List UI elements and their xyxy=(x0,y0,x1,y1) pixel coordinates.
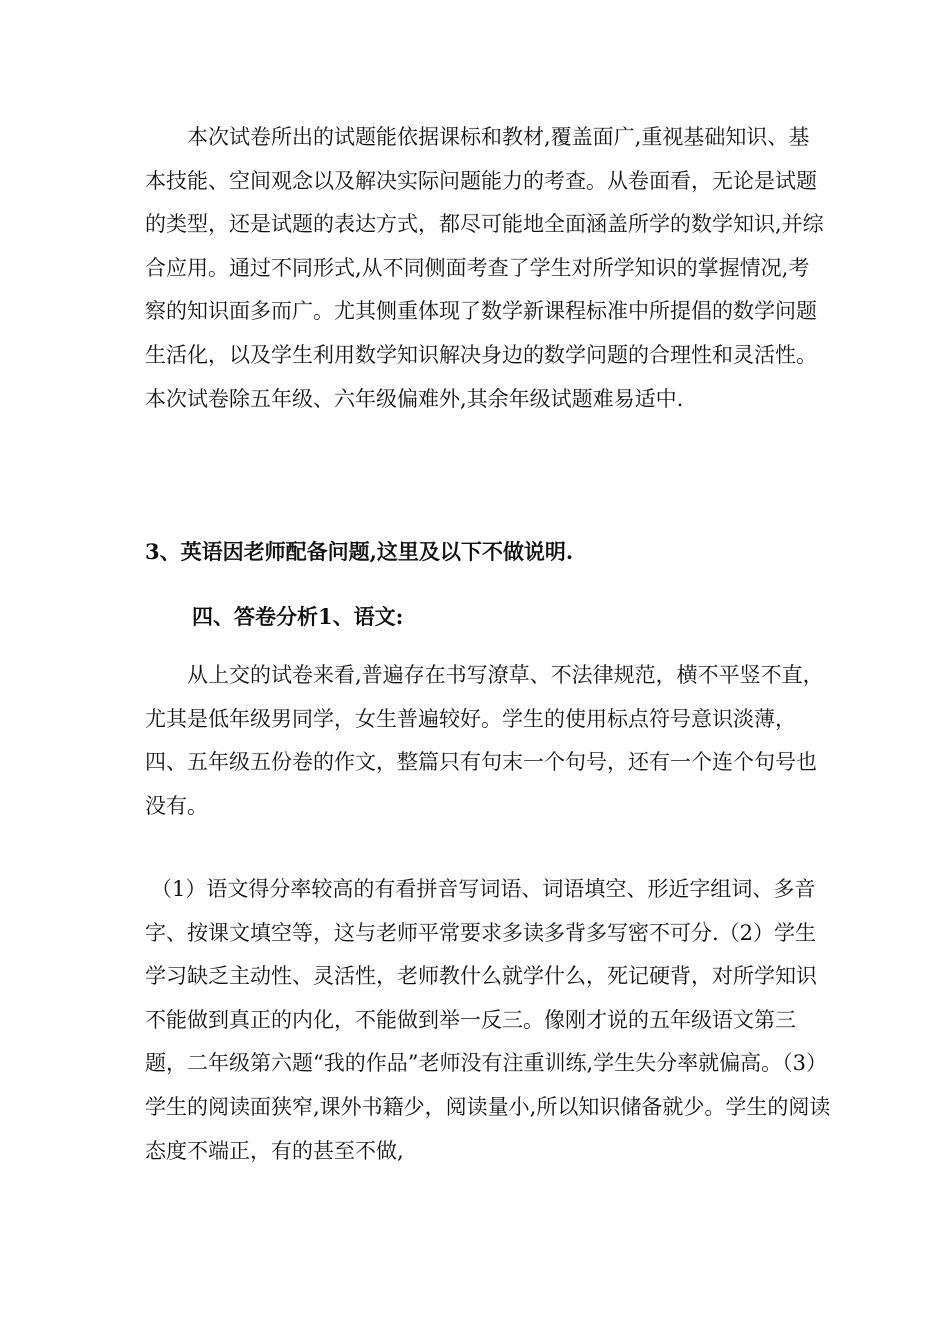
answer-analysis-heading: 四、答卷分析1、语文: xyxy=(192,604,404,629)
handwriting-paragraph: 从上交的试卷来看,普遍存在书写潦草、不法律规范，横不平竖不直，尤其是低年级男同学，女生普遍较好。学生的使用标点符号意识淡薄，四、五年级五份卷的作文，整篇只有句末一个句号，还有一个连个句号也没有。 xyxy=(145,663,824,818)
chinese-analysis-paragraph: （1）语文得分率较高的有看拼音写词语、词语填空、形近字组词、多音字、按课文填空等，这与老师平常要求多读多背多写密不可分.（2）学生学习缺乏主动性、灵活性，老师教什么就学什么，死记硬背，对所学知识不能做到真正的内化，不能做到举一反三。像刚才说的五年级语文第三题，二年级第六题“我的作品”老师没有注重训练,学生失分率就偏高。（3）学生的阅读面狭窄,课外书籍少，阅读量小,所以知识储备就少。学生的阅读态度不端正，有的甚至不做, xyxy=(145,877,831,1163)
english-section-heading: 3、英语因老师配备问题,这里及以下不做说明. xyxy=(145,539,574,564)
exam-content-paragraph: 本次试卷所出的试题能依据课标和教材,覆盖面广,重视基础知识、基本技能、空间观念以及解决实际问题能力的考查。从卷面看，无论是试题的类型，还是试题的表达方式，都尽可能地全面涵盖所学的数学知识,并综合应用。通过不同形式,从不同侧面考查了学生对所学知识的掌握情况,考察的知识面多而广。尤其侧重体现了数学新课程标准中所提倡的数学问题生活化，以及学生利用数学知识解决身边的数学问题的合理性和灵活性。本次试卷除五年级、六年级偏难外,其余年级试题难易适中. xyxy=(145,125,824,411)
